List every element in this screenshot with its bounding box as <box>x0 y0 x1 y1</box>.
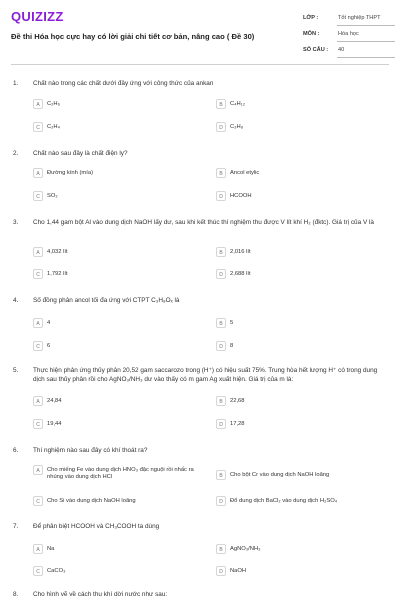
meta-value: 40 <box>338 47 345 53</box>
question-text: Thực hiện phản ứng thủy phân 20,52 gam saccarozo trong (H⁺) có hiệu suất 75%. Trung hòa hết lượng H⁺ có trong dung dịch sau thủy phân rồi cho AgNO₃/NH₃ dư vào thấy có m gam Ag xuất hiện. Giá trị của m là: <box>33 367 378 383</box>
option-b[interactable] <box>216 247 391 259</box>
option-letter-box: C <box>33 341 43 351</box>
option-d[interactable] <box>216 269 391 281</box>
option-text: Na <box>47 545 55 552</box>
question-number: 3. <box>13 219 19 226</box>
option-c[interactable] <box>33 496 208 508</box>
option-text: Đường kính (mía) <box>47 169 94 176</box>
option-text: AgNO₃/NH₃ <box>230 545 261 552</box>
meta-panel <box>303 12 395 60</box>
option-text: Cho Si vào dung dịch NaOH loãng <box>47 497 136 504</box>
option-b[interactable] <box>216 396 391 408</box>
option-text: 1,792 lít <box>47 270 68 277</box>
option-text: CaCO₃ <box>47 567 66 574</box>
question-text: Chất nào trong các chất dưới đây ứng với công thức của ankan <box>33 80 214 87</box>
option-text: HCOOH <box>230 192 252 199</box>
question-text: Số đồng phân ancol tối đa ứng với CTPT C₃H₈Oₓ là <box>33 297 180 304</box>
meta-key: MÔN : <box>303 31 320 37</box>
option-text: C₄H₁₂ <box>230 100 245 107</box>
meta-underline <box>337 57 395 58</box>
page-title: Đề thi Hóa học cực hay có lời giải chi tiết cơ bản, nâng cao ( Đề 30) <box>11 32 255 41</box>
option-letter-box: B <box>216 470 226 480</box>
option-letter-box: D <box>216 122 226 132</box>
option-d[interactable] <box>216 419 391 431</box>
option-text: 8 <box>230 342 234 349</box>
meta-row-question-count <box>303 44 395 60</box>
option-text: 19,44 <box>47 420 62 427</box>
option-text: 24,84 <box>47 397 62 404</box>
option-letter-box: C <box>33 496 43 506</box>
question-number: 7. <box>13 523 19 530</box>
option-text: 4,032 lít <box>47 248 68 255</box>
option-letter-box: A <box>33 99 43 109</box>
option-text: 5 <box>230 319 234 326</box>
option-letter-box: C <box>33 191 43 201</box>
option-letter-box: A <box>33 247 43 257</box>
option-letter-box: D <box>216 419 226 429</box>
option-text: SO₂ <box>47 192 58 199</box>
option-d[interactable] <box>216 496 391 508</box>
header-divider <box>11 64 389 65</box>
meta-row-class <box>303 12 395 28</box>
question-number: 2. <box>13 150 19 157</box>
option-b[interactable] <box>216 470 391 482</box>
question-text: Chất nào sau đây là chất điện ly? <box>33 150 128 157</box>
option-letter-box: B <box>216 99 226 109</box>
meta-row-subject <box>303 28 395 44</box>
option-text: C₃H₈ <box>230 123 244 130</box>
option-b[interactable] <box>216 99 391 111</box>
option-a[interactable] <box>33 99 208 111</box>
option-text: 2,688 lít <box>230 270 251 277</box>
option-text: 4 <box>47 319 51 326</box>
option-letter-box: D <box>216 341 226 351</box>
option-a[interactable] <box>33 318 208 330</box>
option-text: Cho miếng Fe vào dung dịch HNO₃ đặc nguội rồi nhấc ra nhúng vào dung dịch HCl <box>47 466 194 480</box>
question-text: Cho hình vẽ về cách thu khí dời nước như sau: <box>33 591 168 598</box>
option-a[interactable] <box>33 247 208 259</box>
option-letter-box: D <box>216 566 226 576</box>
option-letter-box: A <box>33 318 43 328</box>
option-c[interactable] <box>33 419 208 431</box>
question-text: Thí nghiệm nào sau đây có khí thoát ra? <box>33 447 148 454</box>
option-text: 2,016 lít <box>230 248 251 255</box>
option-c[interactable] <box>33 122 208 134</box>
question-number: 5. <box>13 367 19 374</box>
question-number: 8. <box>13 591 19 598</box>
option-text: 6 <box>47 342 51 349</box>
question-number: 1. <box>13 80 19 87</box>
option-d[interactable] <box>216 566 391 578</box>
meta-underline <box>337 41 395 42</box>
option-text: Cho bột Cr vào dung dịch NaOH loãng <box>230 471 330 478</box>
option-letter-box: C <box>33 269 43 279</box>
option-text: Đổ dung dịch BaCl₂ vào dung dịch H₂SO₄ <box>230 497 338 504</box>
option-a[interactable] <box>33 544 208 556</box>
meta-key: SỐ CÂU : <box>303 47 329 53</box>
option-letter-box: B <box>216 247 226 257</box>
option-text: NaOH <box>230 567 247 574</box>
question-number: 6. <box>13 447 19 454</box>
option-b[interactable] <box>216 318 391 330</box>
question-number: 4. <box>13 297 19 304</box>
option-c[interactable] <box>33 191 208 203</box>
meta-value: Tốt nghiệp THPT <box>338 15 381 21</box>
option-a[interactable] <box>33 465 208 482</box>
option-letter-box: B <box>216 396 226 406</box>
option-a[interactable] <box>33 396 208 408</box>
option-letter-box: D <box>216 496 226 506</box>
option-letter-box: C <box>33 122 43 132</box>
option-letter-box: A <box>33 396 43 406</box>
option-letter-box: B <box>216 318 226 328</box>
option-c[interactable] <box>33 341 208 353</box>
option-d[interactable] <box>216 341 391 353</box>
option-letter-box: D <box>216 191 226 201</box>
option-text: C₂H₆ <box>47 100 60 107</box>
option-c[interactable] <box>33 566 208 578</box>
option-d[interactable] <box>216 191 391 203</box>
option-text: Ancol etylic <box>230 169 260 176</box>
meta-key: LỚP : <box>303 15 319 21</box>
quizizz-logo: QUIZIZZ <box>11 9 64 24</box>
option-letter-box: A <box>33 544 43 554</box>
option-letter-box: D <box>216 269 226 279</box>
meta-underline <box>337 25 395 26</box>
option-letter-box: A <box>33 168 43 178</box>
option-letter-box: A <box>33 465 43 475</box>
option-letter-box: C <box>33 419 43 429</box>
option-b[interactable] <box>216 168 391 180</box>
option-text: C₂H₄ <box>47 123 60 130</box>
option-b[interactable] <box>216 544 391 556</box>
option-text: 17,28 <box>230 420 245 427</box>
option-letter-box: B <box>216 544 226 554</box>
option-letter-box: C <box>33 566 43 576</box>
option-c[interactable] <box>33 269 208 281</box>
option-a[interactable] <box>33 168 208 180</box>
question-text: Cho 1,44 gam bột Al vào dung dịch NaOH lấy dư, sau khi kết thúc thí nghiệm thu được V lít khí H₂ (đktc). Giá trị của V là <box>33 219 374 226</box>
meta-value: Hóa học <box>338 31 359 37</box>
option-d[interactable] <box>216 122 391 134</box>
question-text: Để phân biệt HCOOH và CH₃COOH ta dùng <box>33 523 160 530</box>
option-letter-box: B <box>216 168 226 178</box>
option-text: 22,68 <box>230 397 245 404</box>
